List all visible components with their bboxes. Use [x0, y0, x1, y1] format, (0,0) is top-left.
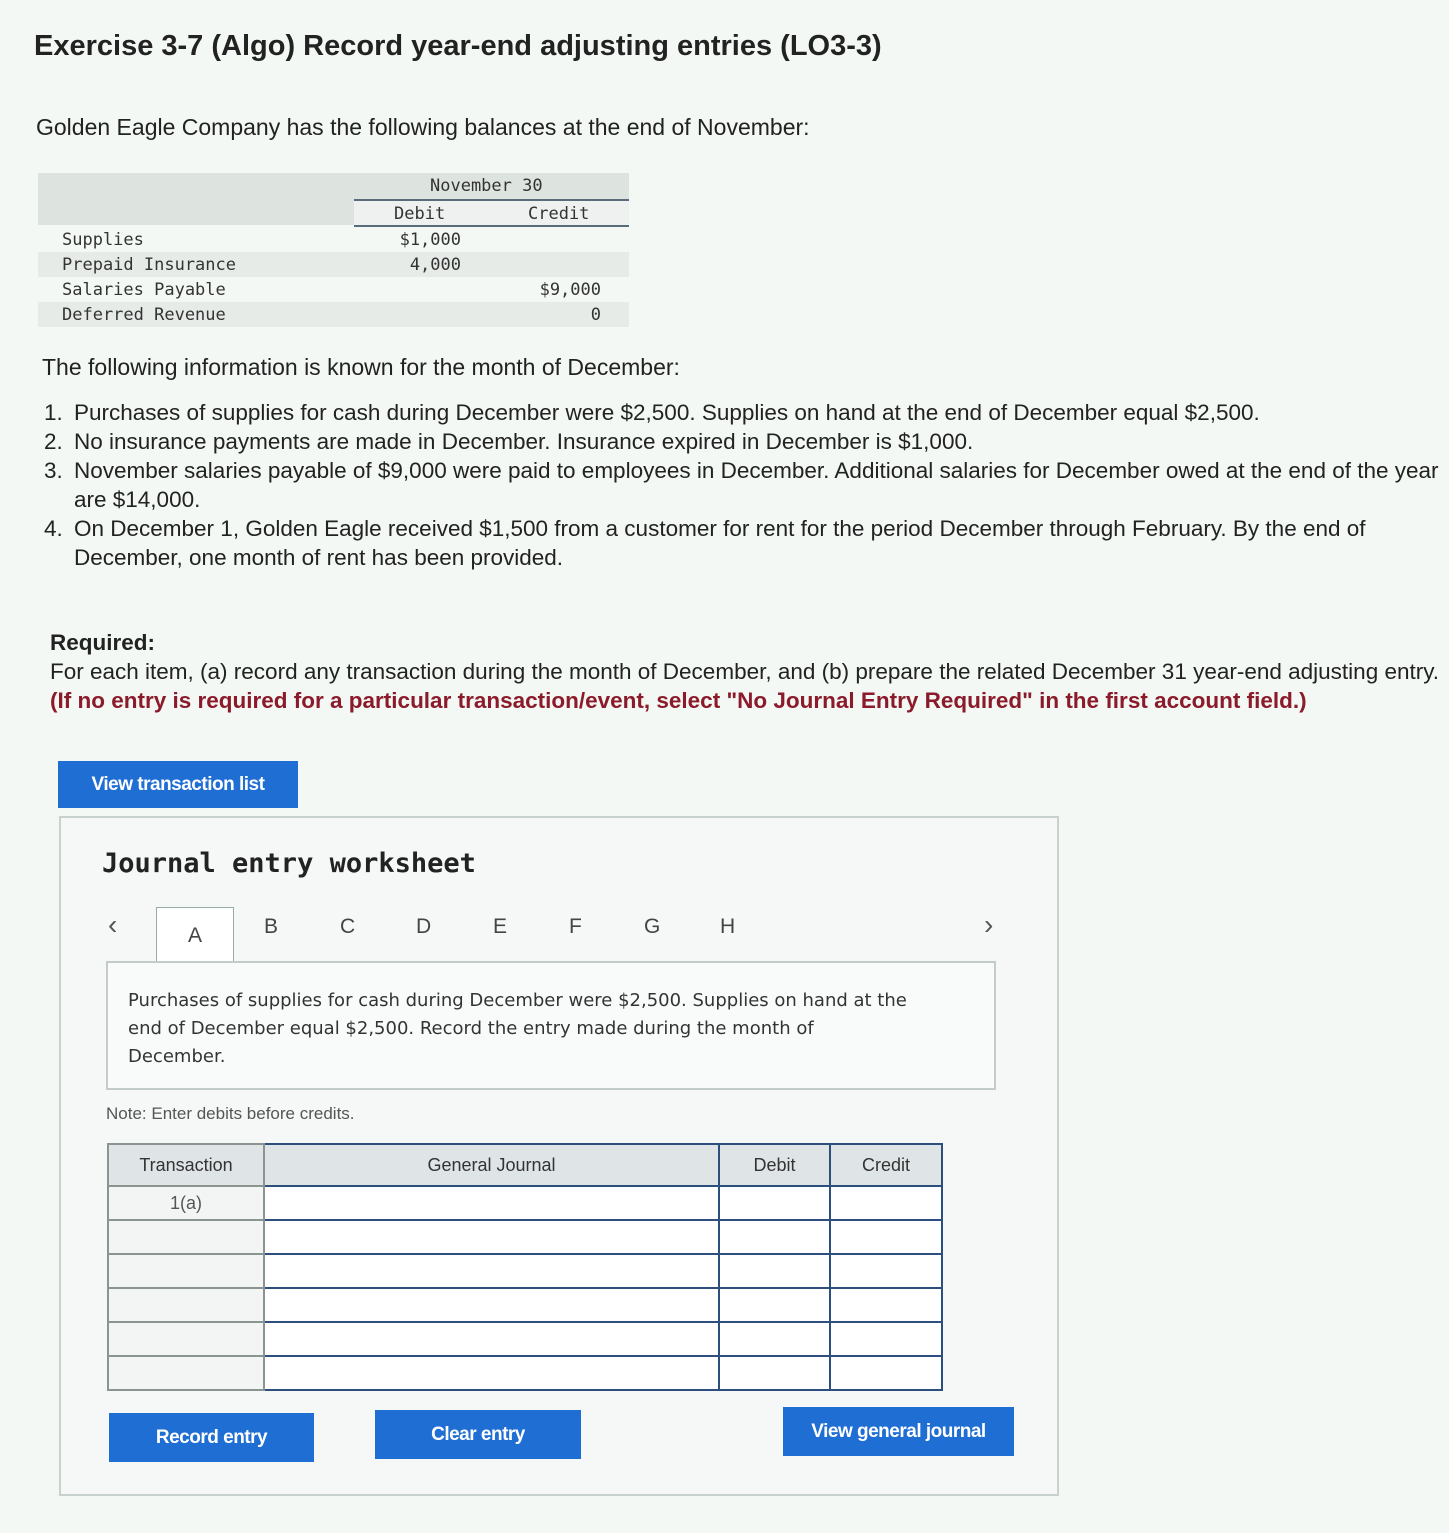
credit-header: Credit	[528, 204, 590, 224]
known-info-heading: The following information is known for the month of December:	[42, 354, 680, 380]
credit-input[interactable]	[830, 1220, 942, 1254]
required-text: For each item, (a) record any transaction during the month of December, and (b) prepare the related December 31 year-end adjusting entry.	[50, 659, 1440, 684]
account-select[interactable]	[264, 1288, 719, 1322]
view-general-journal-button[interactable]: View general journal	[783, 1407, 1014, 1456]
balance-row	[38, 277, 629, 302]
credit-input[interactable]	[830, 1186, 942, 1220]
transaction-cell	[108, 1254, 264, 1288]
list-item	[44, 514, 1439, 572]
record-entry-button[interactable]: Record entry	[109, 1413, 314, 1462]
account-name: Salaries Payable	[62, 280, 226, 300]
tab-b[interactable]: B	[264, 915, 279, 938]
account-name: Prepaid Insurance	[62, 255, 236, 275]
tab-g[interactable]: G	[644, 915, 661, 938]
page-title: Exercise 3-7 (Algo) Record year-end adjusting entries (LO3-3)	[34, 30, 882, 62]
item-text: On December 1, Golden Eagle received $1,500 from a customer for rent for the period December through February. By the end of December, one month of rent has been provided.	[74, 516, 1366, 570]
transaction-description: Purchases of supplies for cash during December were $2,500. Supplies on hand at the end of December equal $2,500. Record the entry made during the month of December.	[128, 990, 907, 1067]
list-item	[44, 398, 1439, 427]
worksheet-tabs	[104, 907, 1014, 963]
table-row	[108, 1186, 942, 1220]
debit-column-header: Debit	[719, 1144, 830, 1186]
transaction-cell	[108, 1356, 264, 1390]
view-transaction-list-button[interactable]: View transaction list	[58, 761, 298, 808]
account-select[interactable]	[264, 1322, 719, 1356]
table-row	[108, 1356, 942, 1390]
info-list	[44, 398, 1439, 572]
clear-entry-button[interactable]: Clear entry	[375, 1410, 581, 1459]
debit-input[interactable]	[719, 1288, 830, 1322]
item-text: November salaries payable of $9,000 were paid to employees in December. Additional salaries for December owed at the end of the year are $14,000.	[74, 458, 1439, 512]
tab-a[interactable]: A	[156, 907, 234, 964]
journal-entry-table	[107, 1143, 943, 1391]
transaction-cell	[108, 1322, 264, 1356]
table-row	[108, 1288, 942, 1322]
debit-input[interactable]	[719, 1322, 830, 1356]
chevron-left-icon[interactable]: ‹	[108, 909, 118, 940]
credit-value: 0	[590, 305, 601, 325]
entry-note: Note: Enter debits before credits.	[106, 1104, 355, 1123]
transaction-cell: 1(a)	[108, 1186, 264, 1220]
balances-header-spacer	[38, 173, 354, 225]
period-label: November 30	[430, 176, 543, 196]
balance-row	[38, 302, 629, 327]
debit-input[interactable]	[719, 1356, 830, 1390]
credit-column-header: Credit	[830, 1144, 942, 1186]
worksheet-title: Journal entry worksheet	[102, 848, 476, 879]
account-select[interactable]	[264, 1254, 719, 1288]
tab-c[interactable]: C	[340, 915, 356, 938]
transaction-column-header: Transaction	[108, 1144, 264, 1186]
credit-value: $9,000	[539, 280, 601, 300]
debit-input[interactable]	[719, 1220, 830, 1254]
transaction-cell	[108, 1220, 264, 1254]
list-item	[44, 456, 1439, 514]
balance-row	[38, 252, 629, 277]
item-number: 4.	[44, 516, 63, 541]
table-row	[108, 1254, 942, 1288]
table-row	[108, 1322, 942, 1356]
balances-column-header	[354, 201, 629, 227]
item-number: 1.	[44, 400, 63, 425]
account-select[interactable]	[264, 1356, 719, 1390]
tab-h[interactable]: H	[720, 915, 736, 938]
table-row	[108, 1220, 942, 1254]
account-select[interactable]	[264, 1220, 719, 1254]
list-item	[44, 427, 1439, 456]
balances-table	[38, 173, 629, 327]
transaction-cell	[108, 1288, 264, 1322]
required-emphasis: (If no entry is required for a particular transaction/event, select "No Journal Entry Required" in the first account field.)	[50, 688, 1307, 713]
balance-row	[38, 227, 629, 252]
tab-e[interactable]: E	[493, 915, 508, 938]
general-journal-column-header: General Journal	[264, 1144, 719, 1186]
credit-input[interactable]	[830, 1288, 942, 1322]
debit-input[interactable]	[719, 1254, 830, 1288]
account-select[interactable]	[264, 1186, 719, 1220]
required-section	[50, 628, 1440, 715]
debit-header: Debit	[394, 204, 446, 224]
item-number: 2.	[44, 429, 63, 454]
credit-input[interactable]	[830, 1254, 942, 1288]
balances-period-header	[354, 173, 629, 201]
transaction-description-box	[106, 961, 996, 1090]
debit-value: $1,000	[399, 230, 461, 250]
tab-d[interactable]: D	[416, 915, 432, 938]
credit-input[interactable]	[830, 1356, 942, 1390]
tab-f[interactable]: F	[569, 915, 582, 938]
credit-input[interactable]	[830, 1322, 942, 1356]
account-name: Supplies	[62, 230, 144, 250]
debit-input[interactable]	[719, 1186, 830, 1220]
intro-text: Golden Eagle Company has the following balances at the end of November:	[36, 114, 810, 140]
account-name: Deferred Revenue	[62, 305, 226, 325]
item-text: Purchases of supplies for cash during December were $2,500. Supplies on hand at the end of December equal $2,500.	[74, 400, 1260, 425]
item-text: No insurance payments are made in December. Insurance expired in December is $1,000.	[74, 429, 974, 454]
item-number: 3.	[44, 458, 63, 483]
required-heading: Required:	[50, 630, 156, 655]
debit-value: 4,000	[409, 255, 461, 275]
chevron-right-icon[interactable]: ›	[984, 909, 994, 940]
